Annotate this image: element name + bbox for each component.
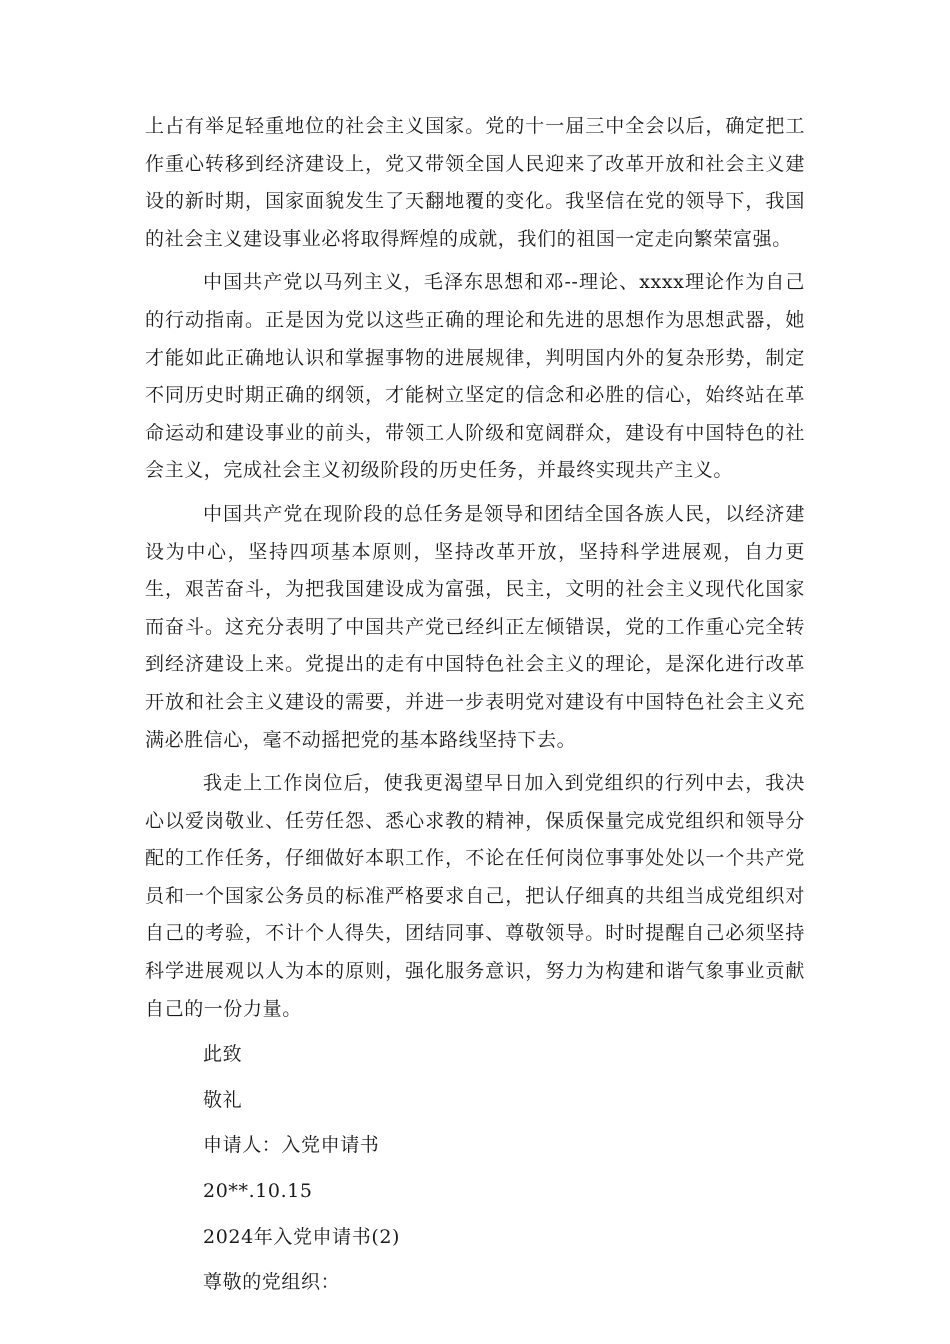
salutation: 此致 xyxy=(203,1043,243,1066)
letter-closing xyxy=(145,1036,805,1302)
regards: 敬礼 xyxy=(203,1088,243,1111)
paragraph-4: 我走上工作岗位后，使我更渴望早日加入到党组织的行列中去，我决心以爱岗敬业、任劳任怨、悉心求教的精神，保质保量完成党组织和领导分配的工作任务，仔细做好本职工作，不论在任何岗位事事处处以一个共产党员和一个国家公务员的标准严格要求自己，把认仔细真的共组当成党组织对自己的考验，不计个人得失，团结同事、尊敬领导。时时提醒自己必须坚持科学进展观以人为本的原则，强化服务意识，努力为构建和谐气象事业贡献自己的一份力量。 xyxy=(145,772,805,1020)
paragraph-1: 上占有举足轻重地位的社会主义国家。党的十一届三中全会以后，确定把工作重心转移到经济建设上，党又带领全国人民迎来了改革开放和社会主义建设的新时期，国家面貌发生了天翻地覆的变化。我坚信在党的领导下，我国的社会主义建设事业必将取得辉煌的成就，我们的祖国一定走向繁荣富强。 xyxy=(145,115,805,250)
document-page xyxy=(145,108,805,1302)
paragraph-2: 中国共产党以马列主义，毛泽东思想和邓--理论、xxxx理论作为自己的行动指南。正是因为党以这些正确的理论和先进的思想作为思想武器，她才能如此正确地认识和掌握事物的进展规律，判明国内外的复杂形势，制定不同历史时期正确的纲领，才能树立坚定的信念和必胜的信心，始终站在革命运动和建设事业的前头，带领工人阶级和宽阔群众，建设有中国特色的社会主义，完成社会主义初级阶段的历史任务，并最终实现共产主义。 xyxy=(145,271,805,482)
date: 20**.10.15 xyxy=(203,1180,313,1203)
next-document-greeting: 尊敬的党组织： xyxy=(203,1271,341,1294)
next-document-title: 2024年入党申请书(2) xyxy=(203,1225,401,1248)
paragraph-3: 中国共产党在现阶段的总任务是领导和团结全国各族人民，以经济建设为中心，坚持四项基本原则，坚持改革开放，坚持科学进展观，自力更生，艰苦奋斗，为把我国建设成为富强，民主，文明的社会主义现代化国家而奋斗。这充分表明了中国共产党已经纠正左倾错误，党的工作重心完全转到经济建设上来。党提出的走有中国特色社会主义的理论，是深化进行改革开放和社会主义建设的需要，并进一步表明党对建设有中国特色社会主义充满必胜信心，毫不动摇把党的基本路线坚持下去。 xyxy=(145,502,805,751)
applicant-signature: 申请人：入党申请书 xyxy=(203,1134,380,1157)
